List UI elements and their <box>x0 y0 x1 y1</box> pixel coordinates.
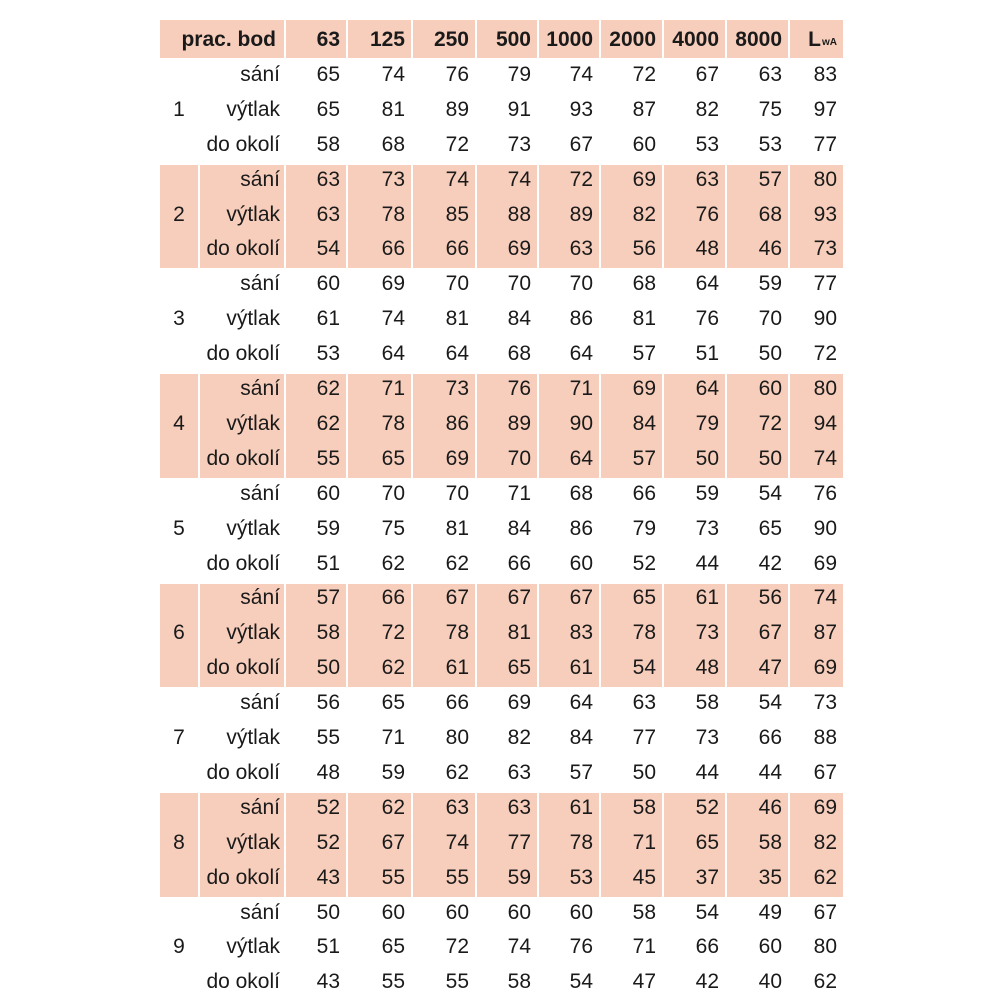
value-cell: 63 <box>632 691 656 715</box>
value-cell: 58 <box>695 691 719 715</box>
value-cell: 56 <box>632 237 656 261</box>
value-cell: 69 <box>381 272 405 296</box>
value-cell: 84 <box>632 411 656 435</box>
value-cell: 58 <box>758 830 782 854</box>
value-cell: 60 <box>445 900 469 924</box>
value-cell: 77 <box>507 830 531 854</box>
row-label: výtlak <box>226 411 280 435</box>
value-cell: 56 <box>316 691 340 715</box>
value-cell: 73 <box>507 132 531 156</box>
value-cell: 67 <box>569 586 593 610</box>
value-cell: 81 <box>445 516 469 540</box>
value-cell: 55 <box>445 970 469 994</box>
value-cell: 50 <box>695 446 719 470</box>
lwa-cell: 73 <box>813 237 837 261</box>
row-label: sání <box>240 377 280 401</box>
header-frequency-125: 125 <box>348 20 411 58</box>
value-cell: 48 <box>695 237 719 261</box>
row-label: výtlak <box>226 621 280 645</box>
lwa-cell: 97 <box>813 97 837 121</box>
value-cell: 44 <box>758 760 782 784</box>
value-cell: 37 <box>695 865 719 889</box>
value-cell: 59 <box>507 865 531 889</box>
value-cell: 90 <box>569 411 593 435</box>
value-cell: 59 <box>695 481 719 505</box>
value-cell: 80 <box>445 726 469 750</box>
value-cell: 65 <box>632 586 656 610</box>
value-cell: 73 <box>695 726 719 750</box>
value-cell: 77 <box>632 726 656 750</box>
value-cell: 74 <box>569 62 593 86</box>
value-cell: 48 <box>695 656 719 680</box>
header-frequency-1000: 1000 <box>539 20 599 58</box>
value-cell: 78 <box>445 621 469 645</box>
row-label: do okolí <box>206 237 280 261</box>
value-cell: 66 <box>632 481 656 505</box>
value-cell: 63 <box>695 167 719 191</box>
value-cell: 70 <box>381 481 405 505</box>
value-cell: 79 <box>507 62 531 86</box>
lwa-cell: 80 <box>813 377 837 401</box>
value-cell: 63 <box>569 237 593 261</box>
value-cell: 63 <box>758 62 782 86</box>
value-cell: 43 <box>316 970 340 994</box>
row-label: do okolí <box>206 446 280 470</box>
header-lwa-subscript: wA <box>822 37 837 48</box>
row-label: do okolí <box>206 656 280 680</box>
row-label: výtlak <box>226 935 280 959</box>
value-cell: 74 <box>445 167 469 191</box>
value-cell: 35 <box>758 865 782 889</box>
header-frequency-4000: 4000 <box>664 20 725 58</box>
value-cell: 65 <box>695 830 719 854</box>
value-cell: 65 <box>758 516 782 540</box>
value-cell: 71 <box>632 830 656 854</box>
value-cell: 45 <box>632 865 656 889</box>
value-cell: 54 <box>695 900 719 924</box>
lwa-cell: 73 <box>813 691 837 715</box>
value-cell: 72 <box>445 132 469 156</box>
lwa-cell: 90 <box>813 307 837 331</box>
value-cell: 55 <box>316 446 340 470</box>
header-lwa <box>790 20 843 58</box>
value-cell: 55 <box>316 726 340 750</box>
value-cell: 84 <box>569 726 593 750</box>
value-cell: 42 <box>695 970 719 994</box>
value-cell: 69 <box>445 446 469 470</box>
point-number-3: 3 <box>173 307 185 331</box>
header-frequency-8000: 8000 <box>727 20 788 58</box>
value-cell: 62 <box>445 551 469 575</box>
row-label: do okolí <box>206 342 280 366</box>
value-cell: 68 <box>569 481 593 505</box>
value-cell: 64 <box>445 342 469 366</box>
value-cell: 52 <box>316 795 340 819</box>
value-cell: 58 <box>632 795 656 819</box>
lwa-cell: 69 <box>813 656 837 680</box>
row-label: výtlak <box>226 97 280 121</box>
lwa-cell: 62 <box>813 970 837 994</box>
value-cell: 51 <box>316 935 340 959</box>
value-cell: 65 <box>381 691 405 715</box>
value-cell: 70 <box>445 272 469 296</box>
value-cell: 53 <box>695 132 719 156</box>
header-frequency-250: 250 <box>413 20 475 58</box>
value-cell: 57 <box>758 167 782 191</box>
value-cell: 72 <box>445 935 469 959</box>
value-cell: 75 <box>758 97 782 121</box>
value-cell: 71 <box>569 377 593 401</box>
row-label: výtlak <box>226 307 280 331</box>
value-cell: 65 <box>507 656 531 680</box>
value-cell: 66 <box>445 237 469 261</box>
lwa-cell: 88 <box>813 726 837 750</box>
value-cell: 66 <box>445 691 469 715</box>
value-cell: 68 <box>758 202 782 226</box>
header-lwa-main: L <box>808 27 821 51</box>
value-cell: 70 <box>758 307 782 331</box>
value-cell: 65 <box>381 446 405 470</box>
value-cell: 71 <box>381 726 405 750</box>
lwa-cell: 90 <box>813 516 837 540</box>
point-number-8: 8 <box>173 830 185 854</box>
value-cell: 61 <box>569 656 593 680</box>
value-cell: 53 <box>758 132 782 156</box>
value-cell: 91 <box>507 97 531 121</box>
value-cell: 86 <box>569 307 593 331</box>
value-cell: 50 <box>316 656 340 680</box>
value-cell: 62 <box>316 377 340 401</box>
value-cell: 64 <box>569 691 593 715</box>
row-label: do okolí <box>206 132 280 156</box>
lwa-cell: 82 <box>813 830 837 854</box>
value-cell: 84 <box>507 307 531 331</box>
value-cell: 54 <box>632 656 656 680</box>
value-cell: 53 <box>569 865 593 889</box>
value-cell: 57 <box>316 586 340 610</box>
point-number-1: 1 <box>173 97 185 121</box>
value-cell: 58 <box>316 132 340 156</box>
value-cell: 59 <box>758 272 782 296</box>
value-cell: 69 <box>632 377 656 401</box>
value-cell: 68 <box>507 342 531 366</box>
value-cell: 62 <box>381 795 405 819</box>
value-cell: 55 <box>381 970 405 994</box>
value-cell: 58 <box>507 970 531 994</box>
value-cell: 53 <box>316 342 340 366</box>
lwa-cell: 80 <box>813 935 837 959</box>
value-cell: 72 <box>758 411 782 435</box>
value-cell: 89 <box>507 411 531 435</box>
value-cell: 71 <box>507 481 531 505</box>
value-cell: 63 <box>445 795 469 819</box>
value-cell: 58 <box>632 900 656 924</box>
value-cell: 60 <box>632 132 656 156</box>
value-cell: 66 <box>695 935 719 959</box>
value-cell: 88 <box>507 202 531 226</box>
value-cell: 78 <box>381 202 405 226</box>
value-cell: 82 <box>695 97 719 121</box>
value-cell: 54 <box>316 237 340 261</box>
value-cell: 63 <box>316 202 340 226</box>
value-cell: 43 <box>316 865 340 889</box>
value-cell: 49 <box>758 900 782 924</box>
value-cell: 64 <box>569 446 593 470</box>
value-cell: 60 <box>381 900 405 924</box>
value-cell: 42 <box>758 551 782 575</box>
value-cell: 71 <box>381 377 405 401</box>
value-cell: 73 <box>695 621 719 645</box>
value-cell: 46 <box>758 237 782 261</box>
value-cell: 57 <box>632 446 656 470</box>
value-cell: 57 <box>569 760 593 784</box>
value-cell: 62 <box>381 551 405 575</box>
value-cell: 86 <box>445 411 469 435</box>
point-number-9: 9 <box>173 935 185 959</box>
row-label: do okolí <box>206 551 280 575</box>
value-cell: 81 <box>632 307 656 331</box>
value-cell: 72 <box>569 167 593 191</box>
value-cell: 69 <box>632 167 656 191</box>
row-label: sání <box>240 272 280 296</box>
point-number-7: 7 <box>173 726 185 750</box>
value-cell: 93 <box>569 97 593 121</box>
value-cell: 74 <box>507 935 531 959</box>
value-cell: 51 <box>695 342 719 366</box>
value-cell: 65 <box>316 62 340 86</box>
value-cell: 62 <box>381 656 405 680</box>
value-cell: 60 <box>758 377 782 401</box>
value-cell: 63 <box>507 760 531 784</box>
value-cell: 46 <box>758 795 782 819</box>
value-cell: 76 <box>569 935 593 959</box>
value-cell: 66 <box>381 586 405 610</box>
value-cell: 60 <box>758 935 782 959</box>
value-cell: 54 <box>569 970 593 994</box>
row-label: výtlak <box>226 726 280 750</box>
lwa-cell: 77 <box>813 272 837 296</box>
value-cell: 52 <box>695 795 719 819</box>
value-cell: 74 <box>445 830 469 854</box>
value-cell: 78 <box>381 411 405 435</box>
lwa-cell: 83 <box>813 62 837 86</box>
lwa-cell: 72 <box>813 342 837 366</box>
value-cell: 66 <box>507 551 531 575</box>
value-cell: 54 <box>758 691 782 715</box>
lwa-cell: 77 <box>813 132 837 156</box>
header-point-label: prac. bod <box>160 20 284 58</box>
header-frequency-63: 63 <box>286 20 346 58</box>
point-number-6: 6 <box>173 621 185 645</box>
value-cell: 74 <box>381 307 405 331</box>
value-cell: 57 <box>632 342 656 366</box>
value-cell: 44 <box>695 551 719 575</box>
row-label: do okolí <box>206 760 280 784</box>
value-cell: 50 <box>316 900 340 924</box>
value-cell: 59 <box>316 516 340 540</box>
value-cell: 79 <box>632 516 656 540</box>
lwa-cell: 87 <box>813 621 837 645</box>
value-cell: 89 <box>569 202 593 226</box>
point-number-4: 4 <box>173 411 185 435</box>
value-cell: 85 <box>445 202 469 226</box>
lwa-cell: 76 <box>813 481 837 505</box>
point-number-2: 2 <box>173 202 185 226</box>
lwa-cell: 93 <box>813 202 837 226</box>
value-cell: 78 <box>632 621 656 645</box>
value-cell: 68 <box>632 272 656 296</box>
value-cell: 72 <box>632 62 656 86</box>
value-cell: 47 <box>632 970 656 994</box>
lwa-cell: 69 <box>813 795 837 819</box>
value-cell: 83 <box>569 621 593 645</box>
value-cell: 64 <box>695 377 719 401</box>
value-cell: 60 <box>316 481 340 505</box>
lwa-cell: 67 <box>813 760 837 784</box>
value-cell: 70 <box>569 272 593 296</box>
value-cell: 65 <box>381 935 405 959</box>
value-cell: 71 <box>632 935 656 959</box>
value-cell: 63 <box>316 167 340 191</box>
row-label: sání <box>240 795 280 819</box>
row-label: sání <box>240 586 280 610</box>
lwa-cell: 74 <box>813 586 837 610</box>
value-cell: 82 <box>632 202 656 226</box>
value-cell: 68 <box>381 132 405 156</box>
value-cell: 67 <box>507 586 531 610</box>
point-number-5: 5 <box>173 516 185 540</box>
value-cell: 81 <box>507 621 531 645</box>
lwa-cell: 69 <box>813 551 837 575</box>
value-cell: 66 <box>381 237 405 261</box>
value-cell: 60 <box>569 900 593 924</box>
value-cell: 73 <box>445 377 469 401</box>
value-cell: 67 <box>569 132 593 156</box>
value-cell: 69 <box>507 237 531 261</box>
value-cell: 50 <box>632 760 656 784</box>
row-label: sání <box>240 691 280 715</box>
value-cell: 79 <box>695 411 719 435</box>
value-cell: 64 <box>381 342 405 366</box>
value-cell: 67 <box>758 621 782 645</box>
value-cell: 40 <box>758 970 782 994</box>
value-cell: 58 <box>316 621 340 645</box>
value-cell: 44 <box>695 760 719 784</box>
lwa-cell: 94 <box>813 411 837 435</box>
value-cell: 60 <box>569 551 593 575</box>
value-cell: 84 <box>507 516 531 540</box>
value-cell: 61 <box>695 586 719 610</box>
value-cell: 63 <box>507 795 531 819</box>
value-cell: 64 <box>569 342 593 366</box>
value-cell: 65 <box>316 97 340 121</box>
value-cell: 55 <box>445 865 469 889</box>
value-cell: 67 <box>445 586 469 610</box>
value-cell: 55 <box>381 865 405 889</box>
lwa-cell: 80 <box>813 167 837 191</box>
row-label: výtlak <box>226 516 280 540</box>
value-cell: 62 <box>445 760 469 784</box>
row-label: sání <box>240 481 280 505</box>
value-cell: 66 <box>758 726 782 750</box>
row-label: výtlak <box>226 202 280 226</box>
value-cell: 70 <box>445 481 469 505</box>
row-label: sání <box>240 900 280 924</box>
value-cell: 73 <box>695 516 719 540</box>
value-cell: 67 <box>381 830 405 854</box>
value-cell: 47 <box>758 656 782 680</box>
header-frequency-500: 500 <box>477 20 537 58</box>
value-cell: 72 <box>381 621 405 645</box>
value-cell: 73 <box>381 167 405 191</box>
value-cell: 60 <box>316 272 340 296</box>
value-cell: 64 <box>695 272 719 296</box>
value-cell: 60 <box>507 900 531 924</box>
value-cell: 54 <box>758 481 782 505</box>
lwa-cell: 74 <box>813 446 837 470</box>
row-label: do okolí <box>206 970 280 994</box>
value-cell: 50 <box>758 446 782 470</box>
value-cell: 86 <box>569 516 593 540</box>
row-label: výtlak <box>226 830 280 854</box>
header-frequency-2000: 2000 <box>601 20 662 58</box>
value-cell: 67 <box>695 62 719 86</box>
row-label: do okolí <box>206 865 280 889</box>
value-cell: 52 <box>632 551 656 575</box>
value-cell: 74 <box>381 62 405 86</box>
value-cell: 59 <box>381 760 405 784</box>
value-cell: 61 <box>569 795 593 819</box>
value-cell: 89 <box>445 97 469 121</box>
value-cell: 76 <box>507 377 531 401</box>
value-cell: 50 <box>758 342 782 366</box>
value-cell: 61 <box>316 307 340 331</box>
value-cell: 87 <box>632 97 656 121</box>
value-cell: 51 <box>316 551 340 575</box>
value-cell: 76 <box>695 202 719 226</box>
value-cell: 78 <box>569 830 593 854</box>
value-cell: 81 <box>381 97 405 121</box>
value-cell: 48 <box>316 760 340 784</box>
lwa-cell: 62 <box>813 865 837 889</box>
value-cell: 70 <box>507 272 531 296</box>
row-label: sání <box>240 62 280 86</box>
value-cell: 69 <box>507 691 531 715</box>
value-cell: 61 <box>445 656 469 680</box>
value-cell: 82 <box>507 726 531 750</box>
row-label: sání <box>240 167 280 191</box>
value-cell: 52 <box>316 830 340 854</box>
value-cell: 70 <box>507 446 531 470</box>
lwa-cell: 67 <box>813 900 837 924</box>
value-cell: 75 <box>381 516 405 540</box>
value-cell: 56 <box>758 586 782 610</box>
value-cell: 76 <box>695 307 719 331</box>
value-cell: 76 <box>445 62 469 86</box>
value-cell: 74 <box>507 167 531 191</box>
value-cell: 81 <box>445 307 469 331</box>
value-cell: 62 <box>316 411 340 435</box>
